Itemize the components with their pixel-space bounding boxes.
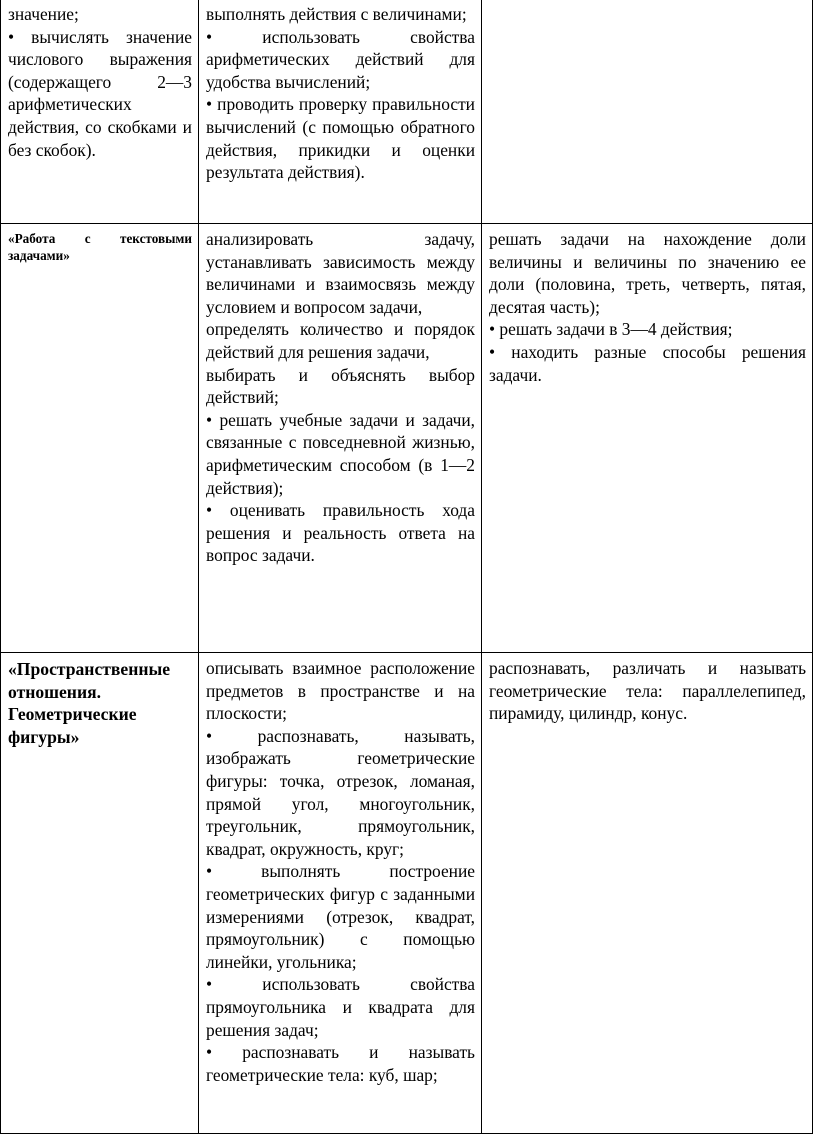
paragraph: • проводить проверку правильности вычислений (с помощью обратного действия, прикидки и оценки результата действия).	[206, 94, 475, 183]
paragraph: определять количество и порядок действий для решения задачи,	[206, 319, 475, 362]
paragraph: • решать учебные задачи и задачи, связанные с повседневной жизнью, арифметическим способом (в 1—2 действия);	[206, 409, 475, 498]
paragraph: значение;	[8, 4, 79, 24]
paragraph: • распознавать и называть геометрические тела: куб, шар;	[206, 1042, 475, 1085]
row3-col2-cell	[199, 653, 482, 1134]
paragraph: описывать взаимное расположение предметов в пространстве и на плоскости;	[206, 658, 475, 724]
paragraph: • вычислять значение числового выражения (содержащего 2—3 арифметических действия, со скобками и без скобок).	[8, 26, 192, 160]
paragraph: распознавать, различать и называть геометрические тела: параллелепипед, пирамиду, цилиндр, конус.	[489, 658, 806, 724]
section-title: «Работа с текстовыми задачами»	[8, 231, 192, 263]
row1-col3-cell	[482, 0, 813, 224]
paragraph: • распознавать, называть, изображать геометрические фигуры: точка, отрезок, ломаная, прямой угол, многоугольник, треугольник, прямоугольник, квадрат, окружность, круг;	[206, 725, 475, 859]
paragraph: выбирать и объяснять выбор действий;	[206, 364, 475, 408]
paragraph: анализировать задачу, устанавливать зависимость между величинами и взаимосвязь между условием и вопросом задачи,	[206, 229, 475, 317]
paragraph: выполнять действия с величинами;	[206, 4, 467, 24]
row2-col3-cell	[482, 224, 813, 653]
table-row	[1, 0, 813, 224]
row2-col2-cell	[199, 224, 482, 653]
paragraph: • находить разные способы решения задачи.	[489, 341, 806, 385]
paragraph: • использовать свойства арифметических действий для удобства вычислений;	[206, 26, 475, 92]
row3-title-cell	[1, 653, 199, 1134]
paragraph: решать задачи на нахождение доли величины и величины по значению ее доли (половина, треть, четверть, пятая, десятая часть);	[489, 229, 806, 317]
table-row	[1, 224, 813, 653]
row3-col3-cell	[482, 653, 813, 1134]
row1-col2-cell	[199, 0, 482, 224]
paragraph: • использовать свойства прямоугольника и квадрата для решения задач;	[206, 974, 475, 1040]
row1-col1-cell	[1, 0, 199, 224]
table-row	[1, 653, 813, 1134]
section-title: «Пространственные отношения. Геометрические фигуры»	[8, 659, 171, 747]
paragraph: • выполнять построение геометрических фигур с заданными измерениями (отрезок, квадрат, прямоугольник) с помощью линейки, угольника;	[206, 861, 475, 972]
row2-title-cell	[1, 224, 199, 653]
paragraph: • оценивать правильность хода решения и реальность ответа на вопрос задачи.	[206, 500, 475, 566]
paragraph: • решать задачи в 3—4 действия;	[489, 319, 733, 340]
